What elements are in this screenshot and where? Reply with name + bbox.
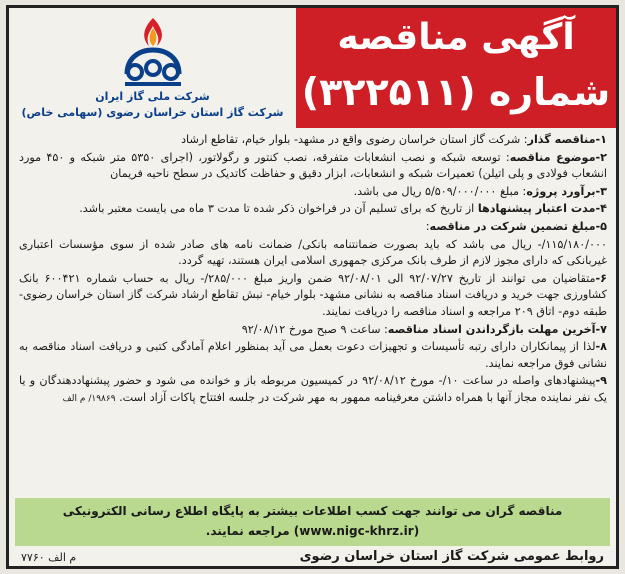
website-link[interactable]: (www.nigc-khrz.ir) مراجعه نمایند.	[205, 524, 420, 538]
footer	[9, 548, 616, 568]
org-subsidiary: شرکت گاز استان خراسان رضوی (سهامی خاص)	[21, 106, 284, 119]
org-name: شرکت ملی گاز ایران	[95, 90, 210, 103]
contact-info-box	[15, 498, 610, 546]
list-item: ۱۱۵/۱۸۰/۰۰۰/- ریال می باشد که باید بصورت ضمانتنامه بانکی/ ضمانت نامه های صادر شده از سوی مؤسسات اعتباری غیربانکی که دارای مجوز لازم از طرف بانک مرکزی جمهوری اسلامی ایران هستند، تهیه گردد.	[19, 237, 607, 268]
list-item: ۹-پیشنهادهای واصله در ساعت ۱۰/- مورخ ۹۲/۰۸/۱۲ در کمیسیون مربوطه باز و خوانده می شود و حضور پیشنهاددهندگان و یا یک نفر نماینده مجاز آنها با همراه داشتن معرفینامه ممهور به مهر شرکت در جلسه افتتاح پاکات آزاد است. ۱۹۸۶۹/ م الف	[19, 374, 607, 404]
notice-number: شماره (۳۲۲۵۱۱)	[301, 70, 611, 114]
notice-title: آگهی مناقصه	[337, 17, 575, 58]
list-item: ۱-مناقصه گذار: شرکت گاز استان خراسان رضوی واقع در مشهد- بلوار خیام، تقاطع ارشاد	[181, 133, 607, 146]
list-item: ۵-مبلغ تضمین شرکت در مناقصه:	[425, 219, 607, 233]
list-item: ۷-آخرین مهلت بازگرداندن اسناد مناقصه: ساعت ۹ صبح مورخ ۹۲/۰۸/۱۲	[241, 322, 607, 336]
notice-title-box	[296, 8, 616, 128]
list-item: ۲-موضوع مناقصه: توسعه شبکه و نصب انشعابات متفرقه، نصب کنتور و رگولاتور، (اجرای ۵۳۵۰ متر شبکه و ۴۵۰ مورد انشعاب فولادی و پلی اتیلن) تعمیرات شبکه و انشعابات، ابزار دقیق و حفاظت کاتدیک در سطح ناحیه فریمان	[19, 150, 608, 181]
tender-notice	[6, 5, 619, 569]
header	[9, 8, 616, 128]
ad-code: م الف ۷۷۶۰	[21, 551, 77, 564]
list-item: ۶-متقاضیان می توانند از تاریخ ۹۲/۰۷/۲۷ الی ۹۲/۰۸/۰۱ ضمن واریز مبلغ ۲۸۵/۰۰۰/- ریال به حساب شماره ۶۰۰۴۲۱ بانک کشاورزی جهت خرید و دریافت اسناد مناقصه به نشانی مشهد- بلوار خیام- نبش تقاطع ارشاد شرکت گاز استان خراسان رضوی- طبقه دوم- اتاق ۲۰۹ مراجعه و اسناد مناقصه را دریافت نمایند.	[19, 271, 608, 318]
public-relations-signature: روابط عمومی شرکت گاز استان خراسان رضوی	[299, 549, 604, 564]
contact-line: مناقصه گران می توانند جهت کسب اطلاعات بیشتر به پایگاه اطلاع رسانی الکترونیکی	[62, 504, 563, 518]
notice-body	[19, 132, 607, 409]
list-item: ۴-مدت اعتبار پیشنهادها از تاریخ که برای تسلیم آن در فراخوان ذکر شده تا مدت ۳ ماه می بایست معتبر باشد.	[79, 202, 607, 216]
list-item: ۸-لذا از پیمانکاران دارای رتبه تأسیسات و تجهیزات دعوت بعمل می آید بمنظور اعلام آمادگی کتبی و دریافت اسناد مناقصه به نشانی فوق مراجعه نمایند.	[19, 340, 607, 370]
reference-code: ۱۹۸۶۹/ م الف	[62, 393, 116, 404]
org-logo-block	[9, 8, 296, 128]
list-item: ۳-برآورد پروژه: مبلغ ۵/۵۰۹/۰۰۰/۰۰۰ ریال می باشد.	[353, 184, 607, 198]
nigc-flame-logo-icon	[117, 14, 189, 88]
